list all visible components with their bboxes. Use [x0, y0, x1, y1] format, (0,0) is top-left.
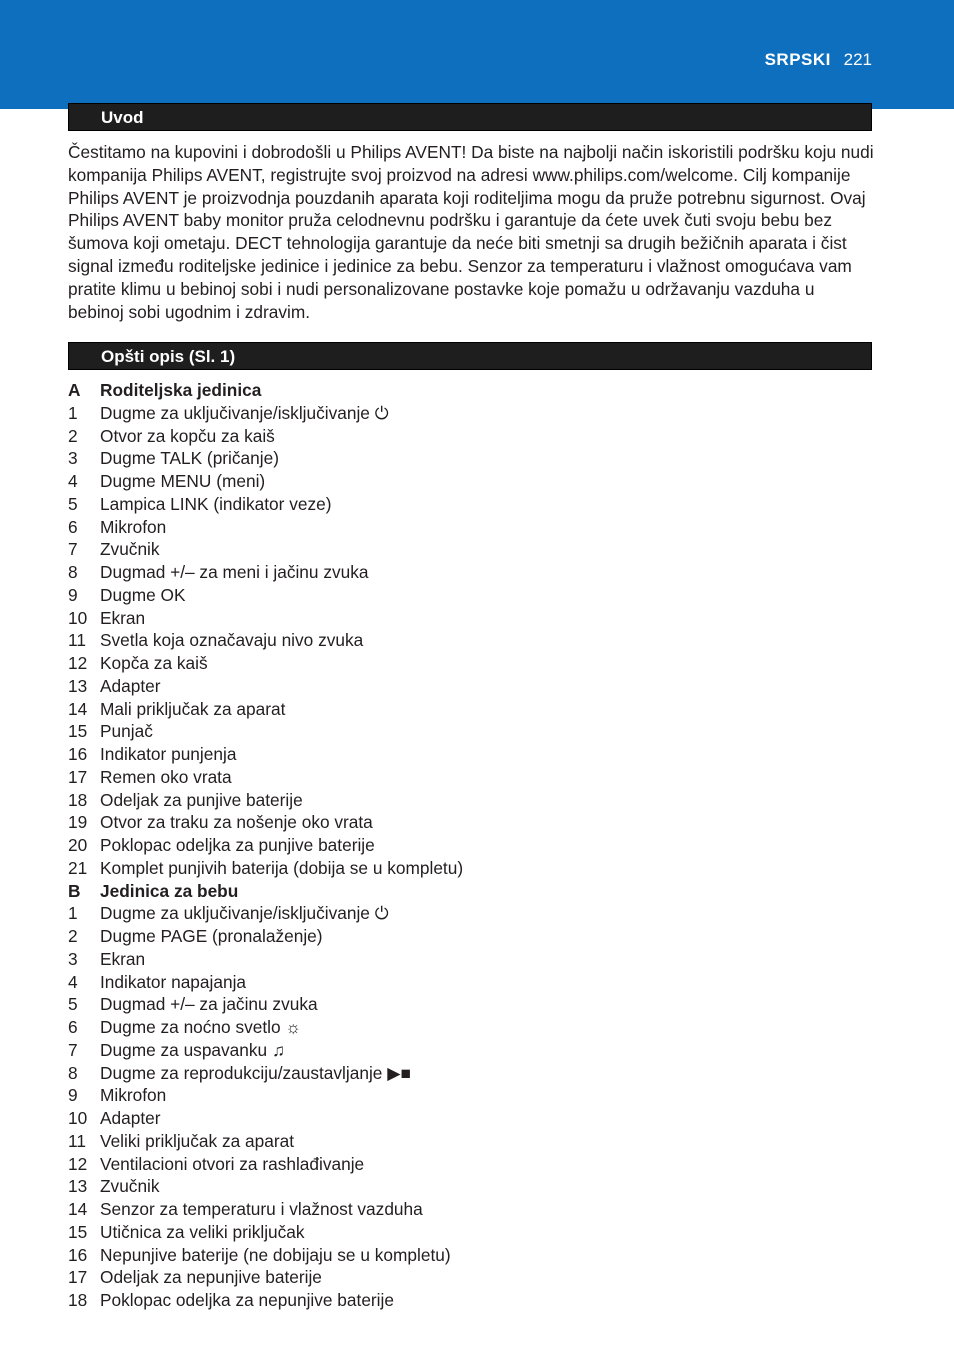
list-item — [68, 447, 874, 470]
item-number: 3 — [68, 948, 78, 969]
item-text: Dugme za uključivanje/isključivanje ⏻ — [100, 402, 389, 423]
item-number: 8 — [68, 562, 78, 582]
list-item — [68, 629, 874, 652]
item-number: 10 — [68, 607, 88, 628]
item-number: 9 — [68, 584, 78, 605]
list-item — [68, 743, 874, 766]
item-text: Dugmad +/– za jačinu zvuka — [100, 994, 318, 1015]
item-text: Dugme OK — [100, 584, 186, 605]
item-text: Senzor za temperaturu i vlažnost vazduha — [100, 1199, 423, 1219]
item-number: 20 — [68, 835, 88, 855]
group-letter: B — [68, 880, 81, 901]
list-item — [68, 1289, 874, 1312]
list-item — [68, 811, 874, 834]
item-text: Utičnica za veliki priključak — [100, 1221, 305, 1242]
item-text: Poklopac odeljka za punjive baterije — [100, 835, 375, 855]
parts-list — [68, 379, 874, 1312]
item-number: 5 — [68, 994, 78, 1015]
list-item — [68, 993, 874, 1016]
list-item — [68, 1244, 874, 1267]
group-letter: A — [68, 380, 81, 400]
list-item — [68, 1084, 874, 1107]
item-text: Ekran — [100, 607, 146, 628]
item-number: 2 — [68, 425, 78, 446]
list-item — [68, 561, 874, 584]
item-number: 3 — [68, 448, 78, 469]
item-text: Indikator napajanja — [100, 971, 247, 992]
list-item — [68, 698, 874, 721]
list-item — [68, 902, 874, 925]
list-item — [68, 470, 874, 493]
list-item — [68, 766, 874, 789]
list-item — [68, 1039, 874, 1062]
list-item — [68, 516, 874, 539]
list-item — [68, 1107, 874, 1130]
item-text: Dugme PAGE (pronalaženje) — [100, 926, 323, 946]
item-number: 2 — [68, 926, 78, 946]
item-text: Dugme TALK (pričanje) — [100, 448, 279, 469]
item-number: 11 — [68, 630, 86, 651]
item-text: Remen oko vrata — [100, 766, 232, 787]
item-text: Odeljak za nepunjive baterije — [100, 1267, 322, 1288]
list-item — [68, 834, 874, 857]
language-label: SRPSKI — [764, 50, 831, 69]
group-heading — [68, 379, 874, 402]
page-header — [765, 50, 872, 70]
item-text: Mikrofon — [100, 1085, 167, 1106]
item-number: 14 — [68, 1199, 88, 1219]
list-item — [68, 1198, 874, 1221]
item-text: Kopča za kaiš — [100, 653, 208, 673]
item-number: 5 — [68, 493, 78, 514]
section-heading-overview: Opšti opis (Sl. 1) — [68, 342, 872, 370]
list-item — [68, 607, 874, 630]
item-text: Svetla koja označavaju nivo zvuka — [100, 630, 364, 651]
list-item — [68, 493, 874, 516]
list-item — [68, 584, 874, 607]
item-number: 10 — [68, 1108, 88, 1128]
list-item — [68, 1062, 874, 1085]
list-item — [68, 402, 874, 425]
item-number: 4 — [68, 471, 78, 491]
list-item — [68, 1130, 874, 1153]
section-heading-intro: Uvod — [68, 103, 872, 131]
list-item — [68, 857, 874, 880]
group-title: Roditeljska jedinica — [100, 380, 262, 400]
item-number: 9 — [68, 1085, 78, 1106]
list-item — [68, 1221, 874, 1244]
item-number: 13 — [68, 1176, 88, 1197]
list-item — [68, 538, 874, 561]
group-title: Jedinica za bebu — [100, 880, 239, 901]
item-number: 11 — [68, 1130, 86, 1151]
item-number: 1 — [68, 402, 78, 423]
item-number: 8 — [68, 1062, 78, 1083]
item-number: 12 — [68, 653, 88, 673]
list-item — [68, 425, 874, 448]
item-text: Adapter — [100, 1108, 161, 1128]
item-number: 6 — [68, 1017, 78, 1037]
item-text: Otvor za traku za nošenje oko vrata — [100, 812, 373, 833]
item-number: 1 — [68, 903, 78, 924]
list-item — [68, 789, 874, 812]
list-item — [68, 652, 874, 675]
item-text: Lampica LINK (indikator veze) — [100, 493, 332, 514]
list-item — [68, 971, 874, 994]
item-text: Adapter — [100, 675, 161, 696]
item-number: 16 — [68, 1244, 88, 1265]
item-text: Dugme MENU (meni) — [100, 471, 266, 491]
item-text: Zvučnik — [100, 539, 160, 560]
page-number: 221 — [843, 50, 872, 69]
item-text: Mikrofon — [100, 516, 167, 537]
item-number: 7 — [68, 539, 78, 560]
list-item — [68, 948, 874, 971]
item-number: 17 — [68, 1267, 88, 1288]
item-text: Mali priključak za aparat — [100, 698, 286, 719]
item-text: Zvučnik — [100, 1176, 160, 1197]
item-text: Ventilacioni otvori za rashlađivanje — [100, 1153, 365, 1174]
item-text: Punjač — [100, 721, 153, 742]
list-item — [68, 675, 874, 698]
item-number: 18 — [68, 1290, 88, 1310]
item-number: 14 — [68, 698, 88, 719]
group-heading — [68, 880, 874, 903]
item-text: Dugmad +/– za meni i jačinu zvuka — [100, 562, 369, 582]
item-text: Dugme za reprodukciju/zaustavljanje ▶■ — [100, 1062, 411, 1083]
item-number: 6 — [68, 516, 78, 537]
list-item — [68, 1016, 874, 1039]
item-number: 19 — [68, 812, 88, 833]
intro-paragraph: Čestitamo na kupovini i dobrodošli u Philips AVENT! Da biste na najbolji način iskoristili podršku koju nudi kompanija Philips AVENT, registrujte svoj proizvod na adresi www.philips.com/welcome. Cilj kompanije Philips AVENT je proizvodnja pouzdanih aparata koji roditeljima mogu da pruže potrebnu sigurnost. Ovaj Philips AVENT baby monitor pruža celodnevnu podršku i garantuje da ćete uvek čuti svoju bebu bez šumova koji ometaju. DECT tehnologija garantuje da neće biti smetnji sa drugih bežičnih aparata i čist signal između roditeljske jedinice i jedinice za bebu. Senzor za temperaturu i vlažnost omogućava vam pratite klimu u bebinoj sobi i nudi personalizovane postavke koje pomažu u održavanju vazduha u bebinoj sobi ugodnim i zdravim. — [68, 142, 874, 322]
item-number: 13 — [68, 675, 88, 696]
item-number: 18 — [68, 789, 88, 810]
item-text: Dugme za uspavanku ♫ — [100, 1039, 285, 1060]
item-number: 7 — [68, 1039, 78, 1060]
item-text: Veliki priključak za aparat — [100, 1130, 295, 1151]
item-number: 12 — [68, 1153, 88, 1174]
item-text: Indikator punjenja — [100, 744, 237, 764]
item-number: 17 — [68, 766, 88, 787]
item-number: 15 — [68, 721, 88, 742]
list-item — [68, 720, 874, 743]
item-number: 4 — [68, 971, 78, 992]
item-text: Komplet punjivih baterija (dobija se u kompletu) — [100, 857, 464, 878]
item-text: Dugme za uključivanje/isključivanje ⏻ — [100, 903, 389, 924]
item-number: 21 — [68, 857, 88, 878]
list-item — [68, 1266, 874, 1289]
item-number: 16 — [68, 744, 88, 764]
item-text: Odeljak za punjive baterije — [100, 789, 303, 810]
item-text: Otvor za kopču za kaiš — [100, 425, 275, 446]
item-text: Nepunjive baterije (ne dobijaju se u kompletu) — [100, 1244, 451, 1265]
list-item — [68, 925, 874, 948]
list-item — [68, 1175, 874, 1198]
item-text: Dugme za noćno svetlo ☼ — [100, 1017, 302, 1037]
item-number: 15 — [68, 1221, 88, 1242]
item-text: Poklopac odeljka za nepunjive baterije — [100, 1290, 394, 1310]
item-text: Ekran — [100, 948, 146, 969]
list-item — [68, 1153, 874, 1176]
